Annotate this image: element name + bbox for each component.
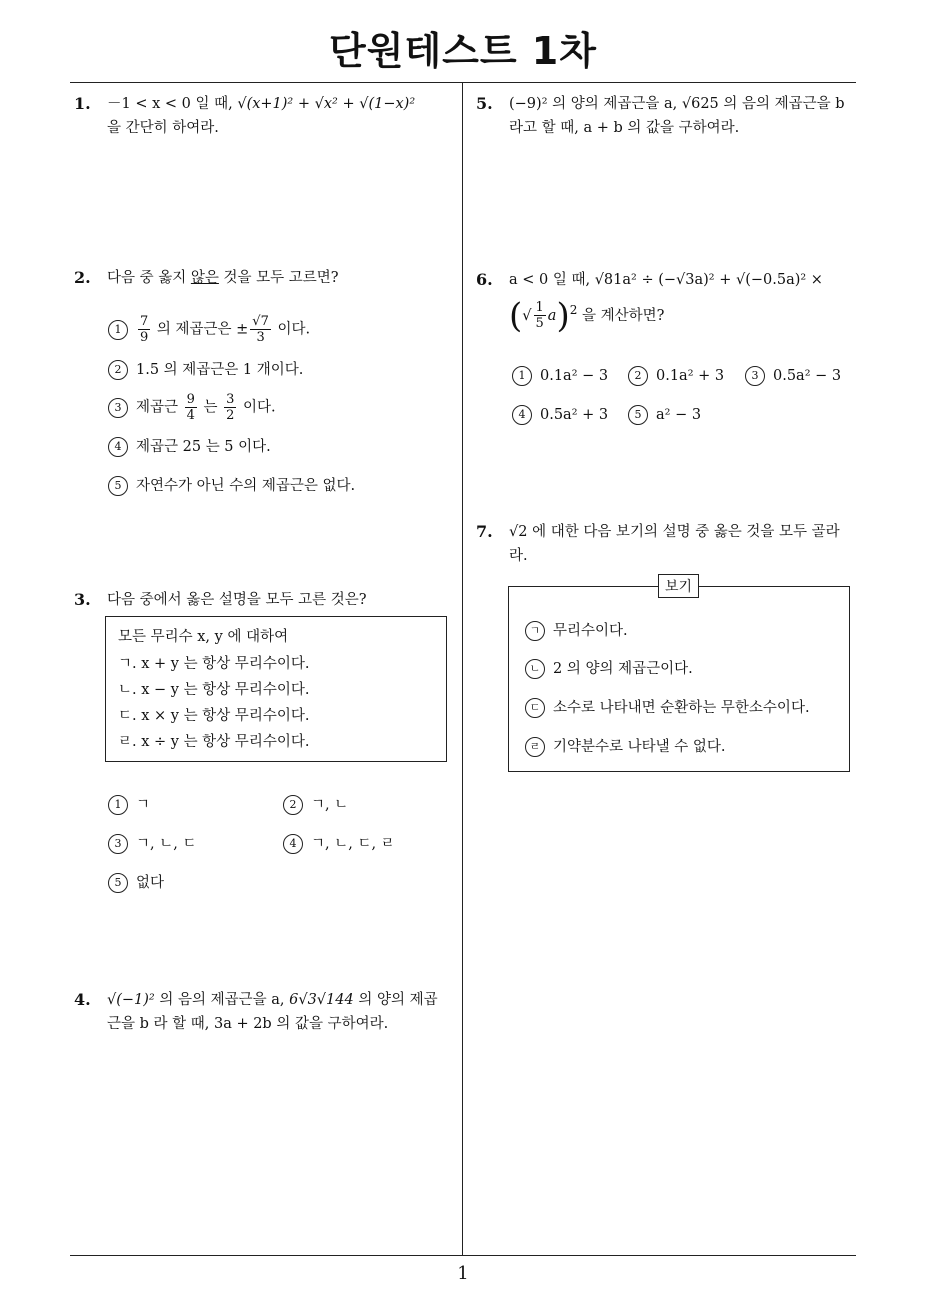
choice-item[interactable] — [512, 405, 608, 425]
question-2 — [74, 266, 458, 290]
question-number: 7. — [476, 522, 493, 541]
choice-item[interactable] — [283, 793, 348, 815]
question-text: 의 음의 제곱근을 a, — [154, 992, 290, 1008]
choice-text: ㄱ, ㄴ — [311, 797, 349, 813]
circled-number-icon: 2 — [283, 795, 303, 815]
question-text: (−9)² 의 양의 제곱근을 a, √625 의 음의 제곱근을 b — [509, 96, 845, 112]
exponent: 2 — [569, 303, 578, 317]
page-title: 단원테스트 1차 — [329, 29, 597, 73]
box-line: ㄱ. x + y 는 항상 무리수이다. — [118, 656, 310, 672]
question-text: －1 < x < 0 일 때, — [107, 96, 238, 112]
math-expression: √(x+1)² + √x² + √(1−x)² — [237, 96, 416, 112]
question-number: 4. — [74, 990, 91, 1009]
question-number: 3. — [74, 590, 91, 609]
choice-text: 의 제곱근은 ± — [156, 321, 249, 338]
condition-box — [105, 616, 447, 762]
choice-text: 0.1a² + 3 — [656, 368, 725, 384]
fraction-denominator: 5 — [535, 316, 544, 332]
choice-text: 0.1a² − 3 — [540, 368, 609, 384]
choice-item[interactable] — [512, 366, 608, 386]
box-line: ㄴ. x − y 는 항상 무리수이다. — [118, 682, 310, 698]
left-paren: ( — [509, 295, 523, 336]
choice-text: 이다. — [272, 321, 311, 338]
circled-number-icon: 5 — [108, 873, 128, 893]
question-3 — [74, 588, 458, 612]
column-divider — [462, 82, 463, 1255]
example-box — [508, 586, 850, 772]
question-number: 6. — [476, 270, 493, 289]
question-text: 것을 모두 고르면? — [218, 270, 339, 286]
box-line: 모든 무리수 x, y 에 대하여 — [118, 629, 289, 645]
example-item-text: 기약분수로 나타낼 수 없다. — [553, 739, 726, 755]
choice-text: 0.5a² − 3 — [773, 368, 842, 384]
circled-letter-icon: ㄴ — [525, 659, 545, 679]
question-text: a < 0 일 때, √81a² ÷ (−√3a)² + √(−0.5a)² × — [509, 272, 823, 288]
math-expression: 6√3√144 — [289, 992, 354, 1008]
example-item — [525, 696, 810, 718]
circled-number-icon: 5 — [108, 476, 128, 496]
example-item — [525, 735, 726, 757]
choice-text: a² − 3 — [656, 407, 702, 423]
example-item — [525, 619, 628, 641]
choice-item[interactable] — [108, 358, 303, 380]
choice-item[interactable] — [283, 832, 395, 854]
question-text: 다음 중에서 옳은 설명을 모두 고른 것은? — [107, 592, 367, 608]
example-item-text: 소수로 나타내면 순환하는 무한소수이다. — [553, 700, 810, 716]
circled-letter-icon: ㄹ — [525, 737, 545, 757]
question-text: 의 양의 제곱 — [353, 992, 438, 1008]
fraction-denominator: 4 — [186, 408, 195, 423]
math-variable: a — [547, 307, 557, 324]
fraction-numerator: 1 — [535, 300, 544, 316]
question-text: 을 간단히 하여라. — [107, 120, 219, 136]
question-7 — [476, 520, 860, 568]
fraction-denominator: 2 — [226, 408, 235, 423]
choice-text: 없다 — [136, 875, 165, 891]
question-text: 라. — [509, 548, 528, 564]
question-6 — [476, 268, 860, 336]
choice-item[interactable] — [745, 366, 841, 386]
choice-item[interactable] — [108, 314, 310, 345]
choice-item[interactable] — [628, 366, 724, 386]
fraction-numerator: 9 — [186, 392, 195, 407]
question-text: 다음 중 옳지 — [107, 270, 191, 286]
circled-letter-icon: ㄷ — [525, 698, 545, 718]
choice-text: 1.5 의 제곱근은 1 개이다. — [136, 362, 304, 378]
page-number: 1 — [457, 1263, 469, 1284]
choice-text: ㄱ, ㄴ, ㄷ — [136, 836, 197, 852]
question-4 — [74, 988, 458, 1036]
fraction-numerator: 3 — [226, 392, 235, 407]
choice-item[interactable] — [108, 392, 276, 423]
underlined-word: 않은 — [190, 270, 219, 286]
choice-text: 0.5a² + 3 — [540, 407, 609, 423]
circled-number-icon: 2 — [108, 360, 128, 380]
question-number: 1. — [74, 94, 91, 113]
question-text: 근을 b 라 할 때, 3a + 2b 의 값을 구하여라. — [107, 1016, 389, 1032]
example-item-text: 2 의 양의 제곱근이다. — [553, 661, 693, 677]
circled-number-icon: 5 — [628, 405, 648, 425]
sqrt-symbol: √ — [522, 307, 532, 324]
fraction-numerator: 7 — [140, 314, 149, 329]
circled-number-icon: 3 — [745, 366, 765, 386]
question-text: √2 에 대한 다음 보기의 설명 중 옳은 것을 모두 골라 — [509, 524, 840, 540]
fraction-numerator: √7 — [252, 314, 269, 329]
choice-item[interactable] — [108, 832, 196, 854]
example-box-title: 보기 — [658, 574, 699, 598]
example-item-text: 무리수이다. — [553, 623, 628, 639]
choice-text: 는 — [198, 399, 223, 416]
choice-item[interactable] — [108, 435, 271, 457]
footer-divider — [70, 1255, 856, 1256]
choice-text: 제곱근 25 는 5 이다. — [136, 439, 271, 455]
circled-number-icon: 4 — [108, 437, 128, 457]
choice-text: ㄱ, ㄴ, ㄷ, ㄹ — [311, 836, 395, 852]
right-paren: ) — [556, 295, 570, 336]
choice-text: 자연수가 아닌 수의 제곱근은 없다. — [136, 478, 356, 494]
box-line: ㄹ. x ÷ y 는 항상 무리수이다. — [118, 734, 310, 750]
fraction-denominator: 3 — [256, 330, 265, 345]
choice-item[interactable] — [628, 405, 701, 425]
circled-number-icon: 3 — [108, 834, 128, 854]
choice-item[interactable] — [108, 871, 164, 893]
header-divider — [70, 82, 856, 83]
example-item — [525, 657, 693, 679]
choice-item[interactable] — [108, 793, 150, 815]
math-expression: √(−1)² — [107, 992, 155, 1008]
circled-number-icon: 3 — [108, 398, 128, 418]
circled-number-icon: 1 — [108, 320, 128, 340]
choice-text: 제곱근 — [136, 399, 183, 416]
circled-number-icon: 2 — [628, 366, 648, 386]
choice-text: ㄱ — [136, 797, 151, 813]
question-1 — [74, 92, 458, 140]
circled-number-icon: 4 — [283, 834, 303, 854]
question-number: 5. — [476, 94, 493, 113]
question-text: 을 계산하면? — [582, 307, 665, 324]
box-line: ㄷ. x × y 는 항상 무리수이다. — [118, 708, 310, 724]
circled-number-icon: 1 — [512, 366, 532, 386]
question-text: 라고 할 때, a + b 의 값을 구하여라. — [509, 120, 740, 136]
choice-text: 이다. — [238, 399, 276, 416]
choice-item[interactable] — [108, 474, 355, 496]
circled-letter-icon: ㄱ — [525, 621, 545, 641]
question-number: 2. — [74, 268, 91, 287]
circled-number-icon: 4 — [512, 405, 532, 425]
fraction-denominator: 9 — [140, 330, 149, 345]
question-5 — [476, 92, 860, 140]
circled-number-icon: 1 — [108, 795, 128, 815]
